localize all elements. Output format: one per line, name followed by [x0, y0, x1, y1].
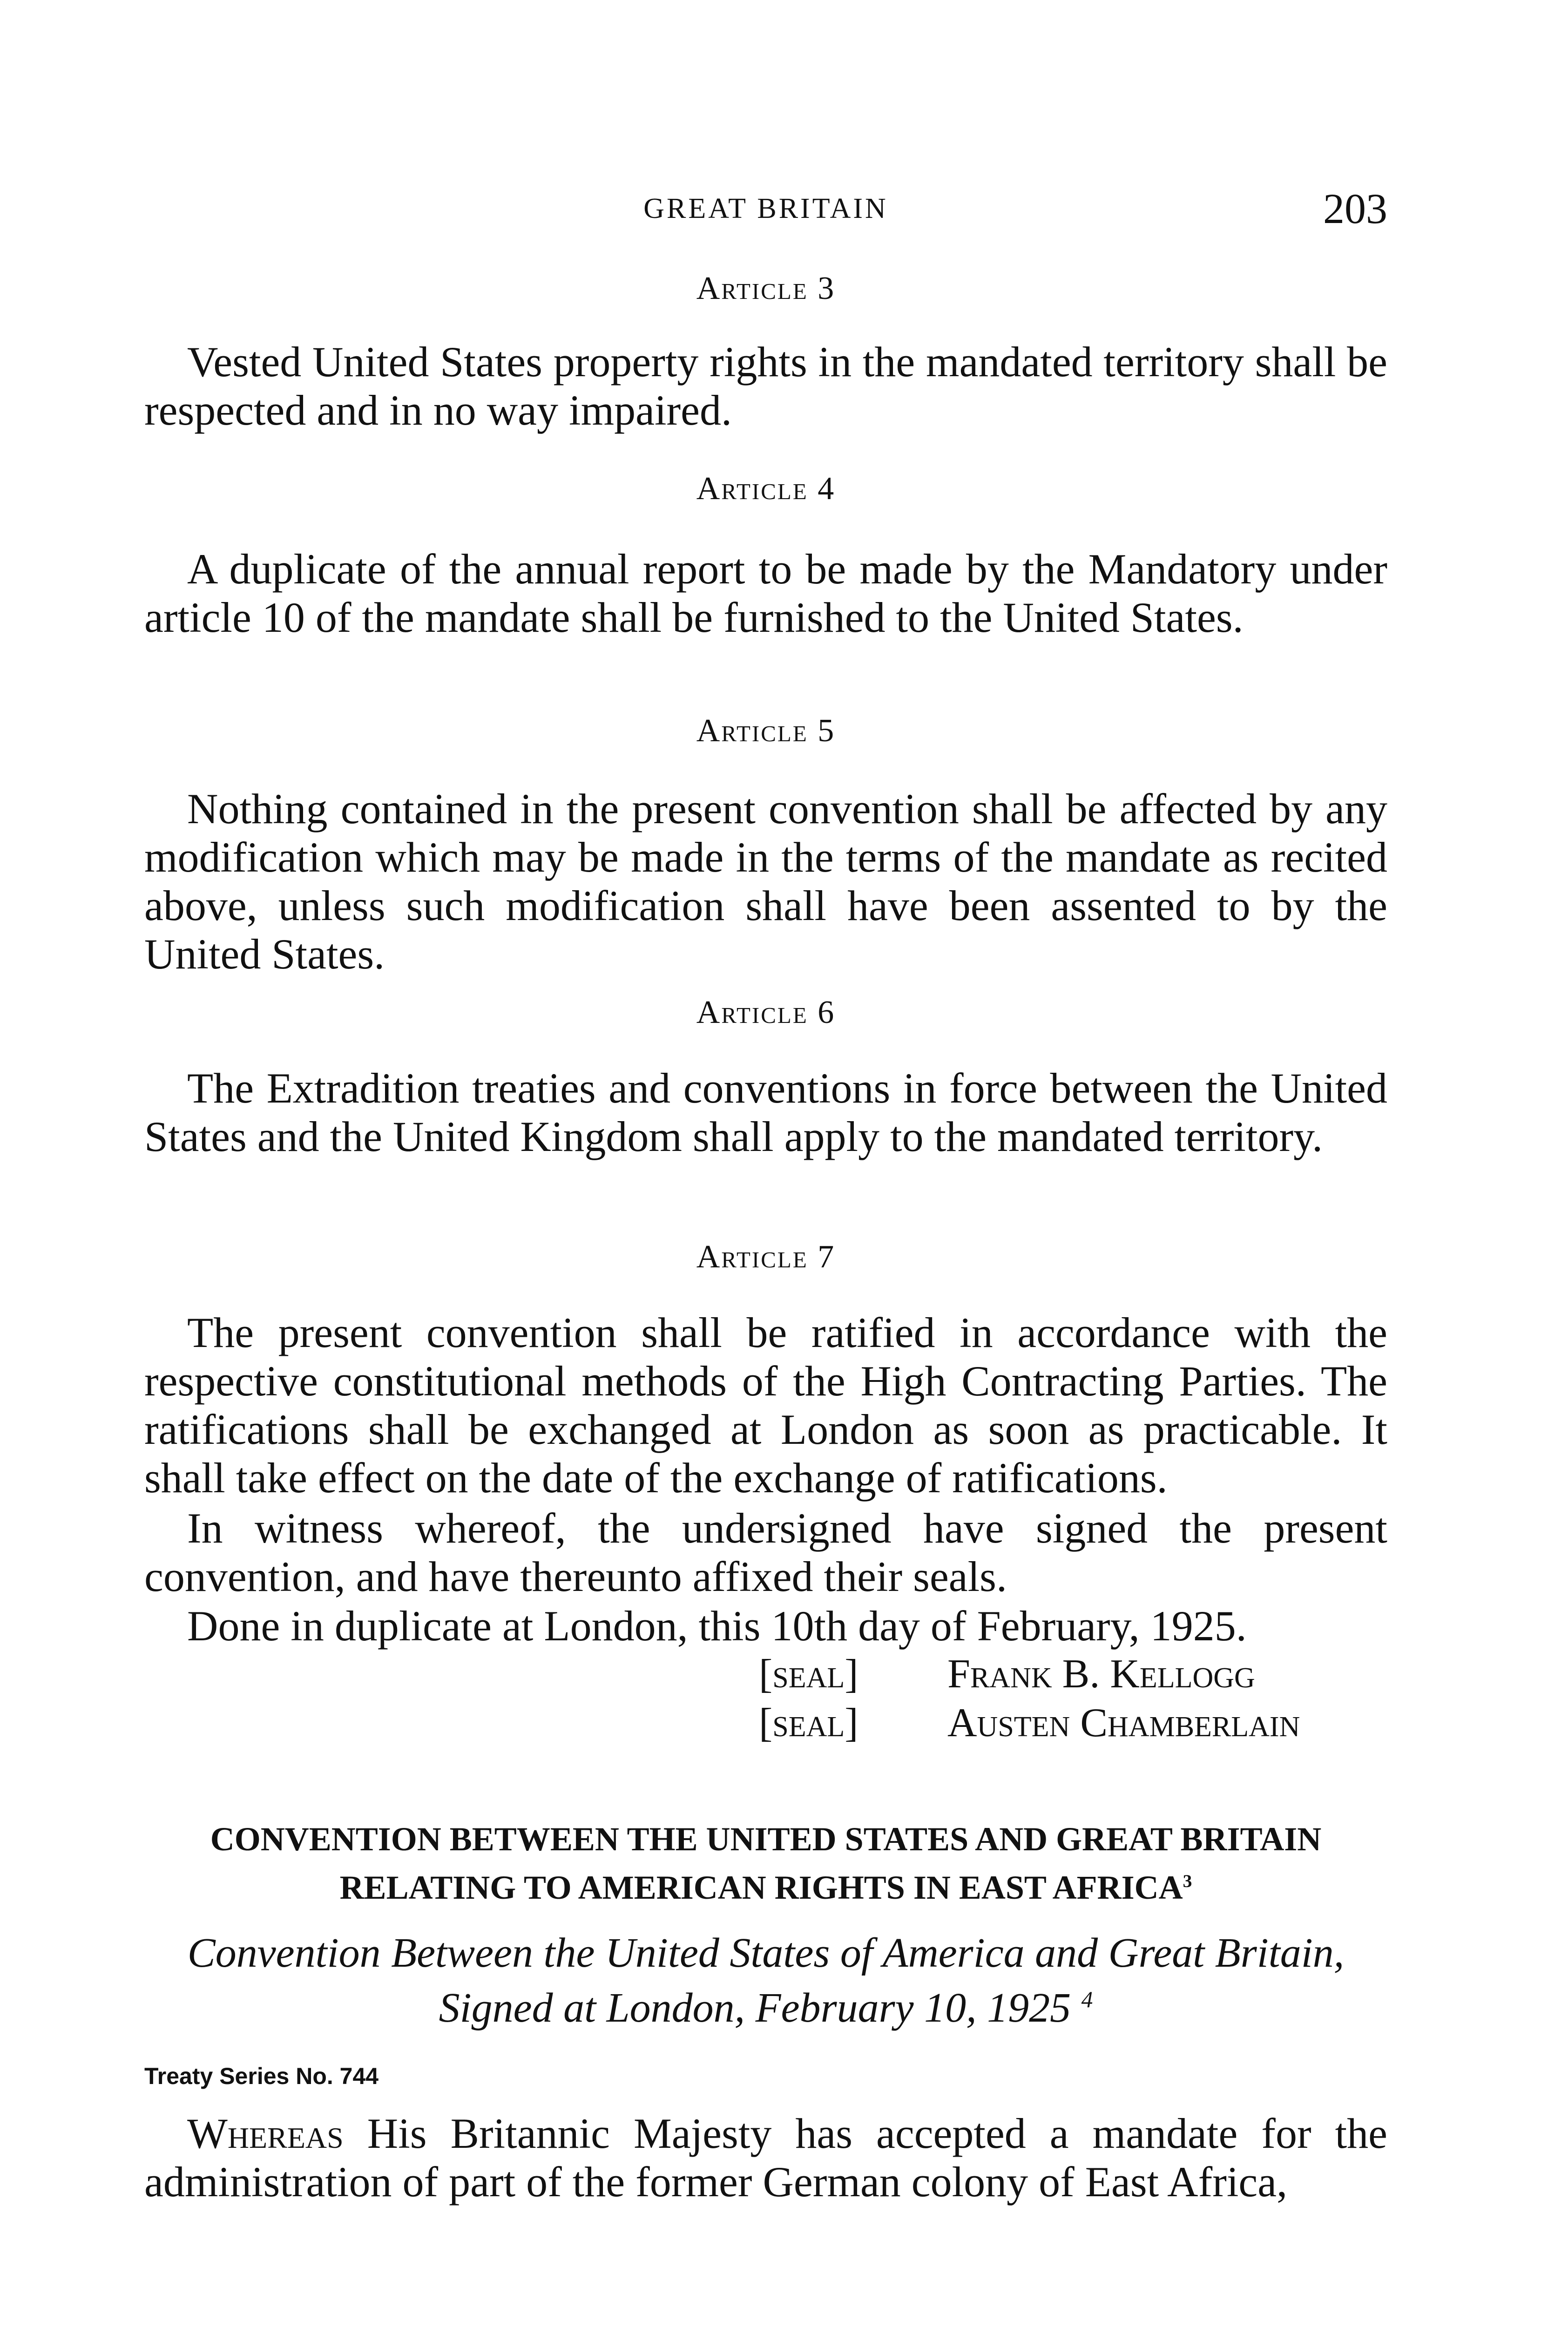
- convention-title: CONVENTION BETWEEN THE UNITED STATES AND GREAT BRITAIN RELATING TO AMERICAN RIGHTS IN EAST AFRICA$^3$: [210, 1820, 1322, 1906]
- page-header: [144, 184, 1387, 235]
- article-5-heading: Article 5: [696, 713, 836, 749]
- whereas-lead: Whereas: [187, 2110, 344, 2157]
- witness-clause: In witness whereof, the undersigned have signed the present convention, and have thereunto affixed their seals.: [144, 1504, 1387, 1600]
- article-6-heading: Article 6: [696, 995, 836, 1030]
- article-3-text: Vested United States property rights in the mandated territory shall be respected and in no way impaired.: [144, 338, 1387, 434]
- done-clause: Done in duplicate at London, this 10th day of February, 1925.: [187, 1602, 1247, 1650]
- convention-subtitle: Convention Between the United States of America and Great Britain, Signed at London, February 10, 1925 $^4$: [187, 1930, 1345, 2031]
- article-3-heading: Article 3: [696, 271, 836, 306]
- treaty-series-label: Treaty Series No. 744: [144, 2063, 379, 2089]
- article-4-text: A duplicate of the annual report to be made by the Mandatory under article 10 of the mandate shall be furnished to the United States.: [144, 545, 1387, 641]
- article-7-text: The present convention shall be ratified in accordance with the respective constitutional methods of the High Contracting Parties. The ratifications shall be exchanged at London as soon as practicable. It shall take effect on the date of the exchange of ratifications.: [144, 1309, 1387, 1502]
- whereas-clause: Whereas His Britannic Majesty has accepted a mandate for the administration of part of the former German colony of East Africa,: [144, 2110, 1388, 2206]
- article-5-text: Nothing contained in the present convention shall be affected by any modification which may be made in the terms of the mandate as recited above, unless such modification shall have been assented to by the United States.: [144, 785, 1387, 978]
- signatory-chamberlain: Austen Chamberlain: [947, 1700, 1300, 1746]
- running-head: GREAT BRITAIN: [643, 193, 888, 224]
- article-4-heading: Article 4: [696, 471, 836, 507]
- page-number: 203: [1323, 185, 1387, 232]
- article-6-text: The Extradition treaties and conventions in force between the United States and the United Kingdom shall apply to the mandated territory.: [144, 1064, 1387, 1160]
- footnote-ref-4: 4: [1081, 1987, 1093, 2012]
- article-7-heading: Article 7: [696, 1239, 836, 1275]
- seal-1: [seal]: [759, 1651, 858, 1697]
- seal-2: [seal]: [759, 1700, 858, 1746]
- footnote-ref-3: 3: [1183, 1871, 1192, 1891]
- signatory-kellogg: Frank B. Kellogg: [947, 1651, 1255, 1697]
